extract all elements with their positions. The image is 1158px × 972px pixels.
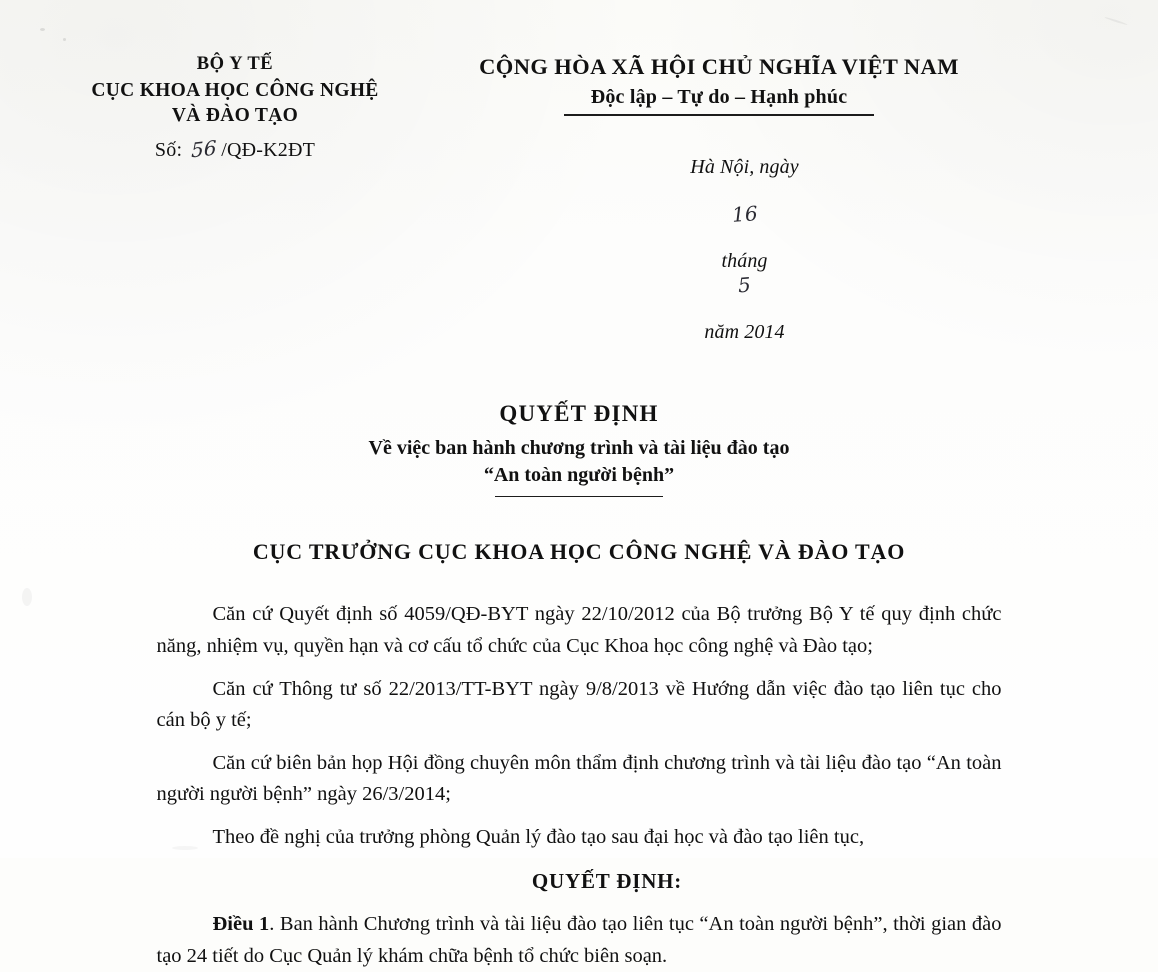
document-header — [0, 0, 1158, 367]
date-month-handwritten: 5 — [737, 272, 752, 298]
scan-edge-mark — [22, 588, 32, 606]
issuing-authority-block — [0, 52, 430, 162]
preamble-paragraph-3: Căn cứ biên bản họp Hội đồng chuyên môn thẩm định chương trình và tài liệu đào tạo “An toàn người người bệnh” ngày 26/3/2014; — [156, 752, 1002, 806]
article-1-label: Điều 1 — [212, 913, 270, 936]
document-number-prefix: Số: — [154, 139, 183, 162]
motto-underline — [564, 114, 874, 116]
national-motto: Độc lập – Tự do – Hạnh phúc — [590, 86, 848, 109]
place-and-date — [430, 133, 1008, 367]
department-name-line1: CỤC KHOA HỌC CÔNG NGHỆ — [91, 80, 379, 102]
place-date-mid: tháng — [721, 249, 768, 272]
document-body — [157, 599, 1002, 971]
scan-speck — [172, 846, 198, 850]
article-1-text: . Ban hành Chương trình và tài liệu đào tạo liên tục “An toàn người bệnh”, thời gian đào tạo 24 tiết do Cục Quản lý khám chữa bệnh tổ chức biên soạn. — [156, 913, 1002, 967]
document-subtitle-line2: “An toàn người bệnh” — [483, 463, 675, 486]
document-number-handwritten: 56 — [191, 135, 218, 163]
document-title: QUYẾT ĐỊNH — [499, 400, 659, 426]
issuer-title: CỤC TRƯỞNG CỤC KHOA HỌC CÔNG NGHỆ VÀ ĐÀO TẠO — [252, 539, 906, 565]
document-number-suffix: /QĐ-K2ĐT — [221, 139, 316, 162]
preamble-paragraph-4: Theo đề nghị của trưởng phòng Quản lý đào tạo sau đại học và đào tạo liên tục, — [212, 826, 865, 849]
title-block — [0, 401, 1158, 498]
scan-speck — [63, 38, 66, 41]
preamble-paragraph-2: Căn cứ Thông tư số 22/2013/TT-BYT ngày 9/8/2013 về Hướng dẫn việc đào tạo liên tục cho cán bộ y tế; — [156, 677, 1002, 731]
national-name: CỘNG HÒA XÃ HỘI CHỦ NGHĨA VIỆT NAM — [479, 54, 959, 79]
date-day-handwritten: 16 — [730, 200, 759, 227]
department-name-line2: VÀ ĐÀO TẠO — [171, 104, 299, 126]
preamble-paragraph-1: Căn cứ Quyết định số 4059/QĐ-BYT ngày 22/10/2012 của Bộ trưởng Bộ Y tế quy định chức năng, nhiệm vụ, quyền hạn và cơ cấu tổ chức của Cục Khoa học công nghệ và Đào tạo; — [156, 603, 1002, 657]
scan-speck — [40, 28, 45, 31]
document-number — [40, 137, 430, 162]
ministry-name: BỘ Y TẾ — [196, 54, 274, 74]
title-underline — [495, 496, 663, 498]
decision-keyword: QUYẾT ĐỊNH: — [531, 868, 683, 893]
document-subtitle-line1: Về việc ban hành chương trình và tài liệu đào tạo — [368, 436, 790, 459]
place-date-prefix: Hà Nội, ngày — [690, 155, 799, 178]
place-date-suffix: năm 2014 — [704, 320, 785, 343]
national-heading-block — [430, 52, 1158, 367]
article-1 — [157, 909, 1002, 971]
